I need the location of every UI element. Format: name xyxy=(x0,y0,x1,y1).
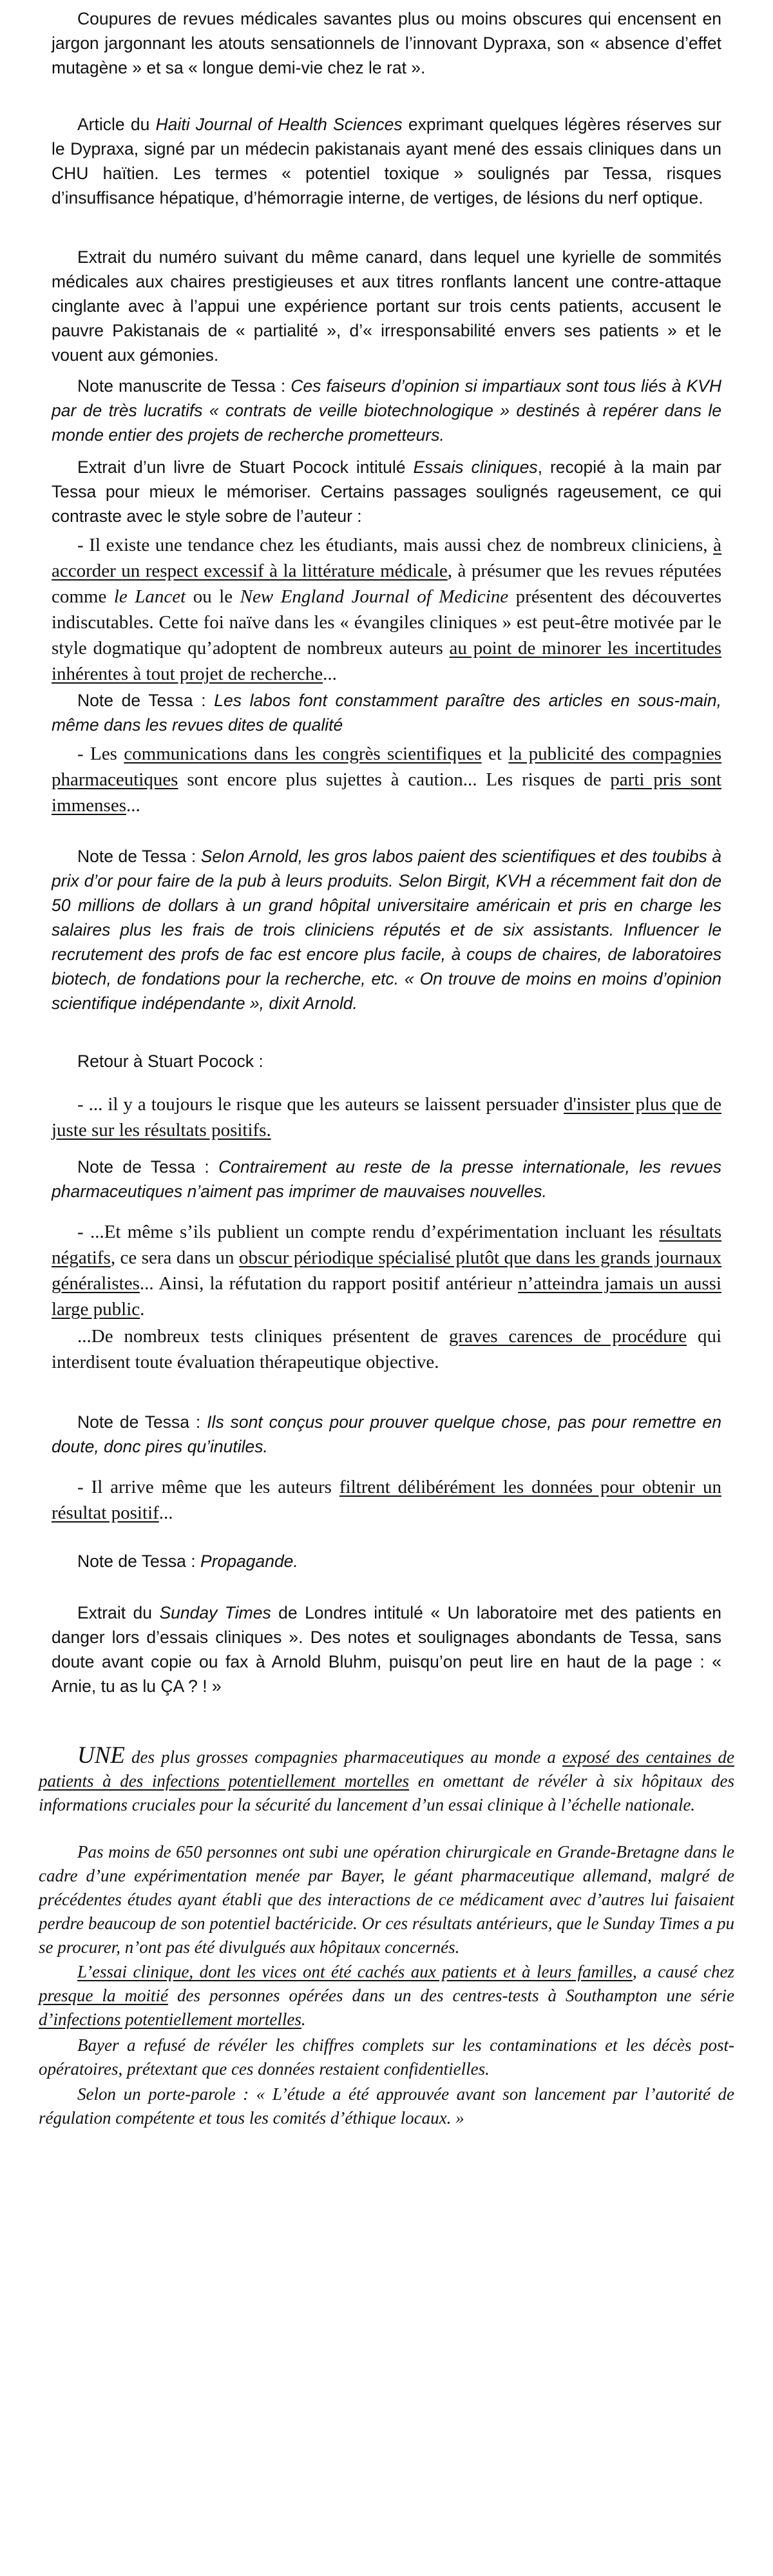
journal-title: Haiti Journal of Health Sciences xyxy=(155,115,403,134)
quote-pocock-1: - Il existe une tendance chez les étudiants, mais aussi chez de nombreux cliniciens, à accorder un respect excessif à la littérature médicale, à présumer que les revues réputées comme le Lancet ou le New England Journal of Medicine présentent des découvertes indiscutables. Cette foi naïve dans les « évangiles cliniques » est peut-être motivée par le style dogmatique qu’adoptent de nombreux auteurs au point de minorer les incertitudes inhérentes à tout projet de recherche... xyxy=(52,535,721,684)
quote-pocock-3: - ... il y a toujours le risque que les auteurs se laissent persuader d'insister plus que de juste sur les résultats positifs. xyxy=(52,1094,721,1140)
quote-pocock-2: - Les communications dans les congrès scientifiques et la publicité des compagnies pharmaceutiques sont encore plus sujettes à caution... Les risques de parti pris sont immenses... xyxy=(52,744,721,816)
quote-pocock-4: - ...Et même s’ils publient un compte rendu d’expérimentation incluant les résultats négatifs, ce sera dans un obscur périodique spécialisé plutôt que dans les grands journaux généralistes... Ainsi, la réfutation du rapport positif antérieur n’atteindra jamais un aussi large public. xyxy=(52,1222,721,1320)
paragraph-counter-attack: Extrait du numéro suivant du même canard, dans lequel une kyrielle de sommités médicales aux chaires prestigieuses et aux titres ronflants lancent une contre-attaque cinglante avec à l’appui une expérience portant sur trois cents patients, accusent le pauvre Pakistanais de « partialité », d’« irresponsabilité envers ses patients » et le vouent aux gémonies. xyxy=(52,247,721,365)
article-paragraph-3: L’essai clinique, dont les vices ont été cachés aux patients et à leurs familles, a causé chez presque la moitié des personnes opérées dans un des centres-tests à Southampton une série d’infections potentiellement mortelles. xyxy=(39,1962,735,2029)
note-tessa-4: Note de Tessa : Ils sont conçus pour prouver quelque chose, pas pour remettre en doute, donc pires qu’inutiles. xyxy=(52,1412,721,1456)
paragraph-sunday-times: Extrait du Sunday Times de Londres intitulé « Un laboratoire met des patients en danger lors d’essais cliniques ». Des notes et soulignages abondants de Tessa, sans doute avant copie ou fax à Arnold Bluhm, puisqu’on peut lire en haut de la page : « Arnie, tu as lu ÇA ? ! » xyxy=(52,1603,721,1696)
article-paragraph-1: UNE des plus grosses compagnies pharmaceutiques au monde a exposé des centaines de patients à des infections potentiellement mortelles en omettant de révéler à six hôpitaux des informations cruciales pour la sécurité du lancement d’un essai clinique à l’échelle nationale. xyxy=(39,1742,734,1814)
note-tessa-5: Note de Tessa : Propagande. xyxy=(77,1552,298,1571)
note-tessa-3: Note de Tessa : Contrairement au reste de la presse internationale, les revues pharmaceutiques n’aiment pas imprimer de mauvaises nouvelles. xyxy=(52,1157,722,1201)
paragraph-haiti-article: Article du Haiti Journal of Health Sciences exprimant quelques légères réserves sur le Dypraxa, signé par un médecin pakistanais ayant mené des essais cliniques dans un CHU haïtien. Les termes « potentiel toxique » soulignés par Tessa, risques d’insuffisance hépatique, d’hémorragie interne, de vertiges, de lésions du nerf optique. xyxy=(52,115,722,207)
quote-pocock-6: - Il arrive même que les auteurs filtrent délibérément les données pour obtenir un résultat positif... xyxy=(52,1477,721,1523)
back-to-pocock: Retour à Stuart Pocock : xyxy=(77,1052,263,1071)
article-paragraph-5: Selon un porte-parole : « L’étude a été approuvée avant son lancement par l’autorité de régulation compétente et tous les comités d’éthique locaux. » xyxy=(39,2084,734,2128)
paragraph-pocock-book: Extrait d’un livre de Stuart Pocock intitulé Essais cliniques, recopié à la main par Tessa pour mieux le mémoriser. Certains passages soulignés rageusement, ce qui contraste avec le style sobre de l’auteur : xyxy=(52,457,721,526)
handwritten-note-tessa: Note manuscrite de Tessa : Ces faiseurs d’opinion si impartiaux sont tous liés à KVH par de très lucratifs « contrats de veille biotechnologique » destinés à repérer dans le monde entier des projets de recherche prometteurs. xyxy=(52,376,721,445)
newspaper-title: Sunday Times xyxy=(159,1603,271,1622)
paragraph-journal-clippings: Coupures de revues médicales savantes plus ou moins obscures qui encensent en jargon jargonnant les atouts sensationnels de l’innovant Dypraxa, son « absence d’effet mutagène » et sa « longue demi-vie chez le rat ». xyxy=(52,9,721,77)
quote-pocock-5: ...De nombreux tests cliniques présentent de graves carences de procédure qui interdisent toute évaluation thérapeutique objective. xyxy=(52,1326,722,1372)
article-paragraph-2: Pas moins de 650 personnes ont subi une opération chirurgicale en Grande-Bretagne dans le cadre d’une expérimentation menée par Bayer, le géant pharmaceutique allemand, malgré de précédentes études ayant établi que des interactions de ce médicament avec d’autres lui faisaient perdre beaucoup de son potentiel bactéricide. Or ces résultats antérieurs, que le Sunday Times a pu se procurer, n’ont pas été divulgués aux hôpitaux concernés. xyxy=(39,1842,734,1957)
article-paragraph-4: Bayer a refusé de révéler les chiffres complets sur les contaminations et les décès post-opératoires, prétextant que ces données restaient confidentielles. xyxy=(39,2035,734,2079)
note-tessa-2: Note de Tessa : Selon Arnold, les gros labos paient des scientifiques et des toubibs à prix d’or pour faire de la pub à leurs produits. Selon Birgit, KVH a récemment fait don de 50 millions de dollars à un grand hôpital universitaire américain et pris en charge les salaires plus les frais de trois cliniciens réputés et de six assistants. Influencer le recrutement des profs de fac est encore plus facile, à coups de chaires, de laboratoires biotech, de fondations pour la recherche, etc. « On trouve de moins en moins d’opinion scientifique indépendante », dixit Arnold. xyxy=(52,847,722,1013)
note-tessa-1: Note de Tessa : Les labos font constamment paraître des articles en sous-main, même dans les revues dites de qualité xyxy=(52,691,722,735)
book-title: Essais cliniques xyxy=(413,457,538,477)
